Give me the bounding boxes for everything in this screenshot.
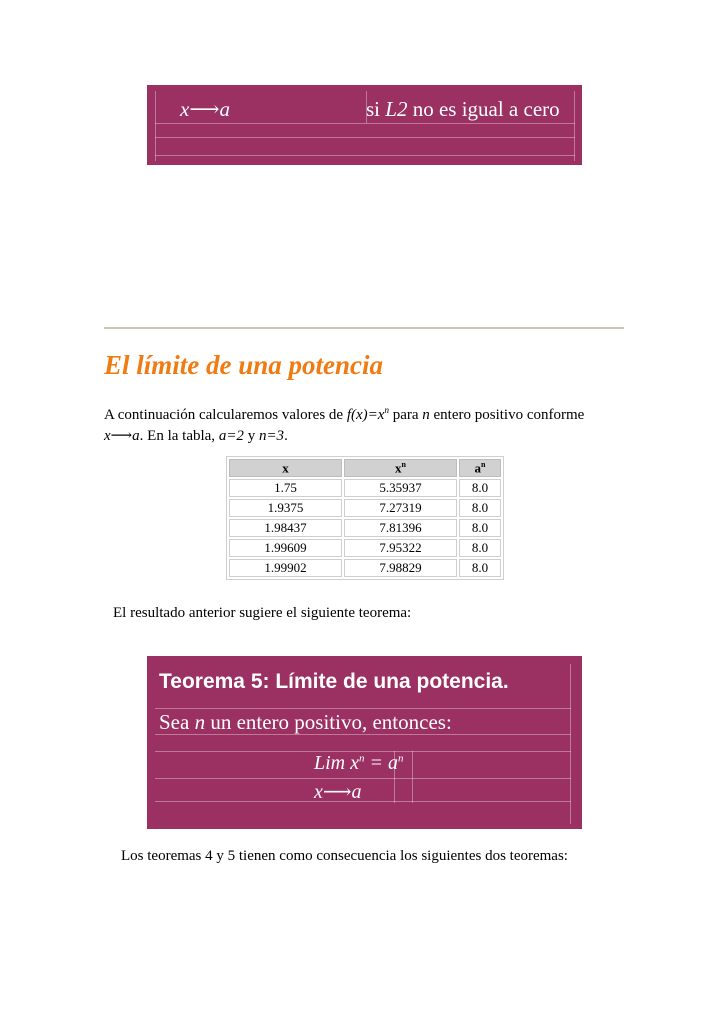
table-cell: 1.99609 (229, 539, 342, 557)
table-row (229, 539, 501, 557)
theorem-box (147, 656, 582, 829)
column-header: $x^n$ (344, 459, 457, 477)
theorem-statement (159, 710, 452, 735)
intro-function: f(x)=x (346, 407, 385, 423)
condition-post: no es igual a cero (407, 97, 560, 121)
formula-rhs: = a (364, 752, 398, 774)
column-header: $a^n$ (459, 459, 501, 477)
limit-condition-box (147, 85, 582, 165)
grid-line (155, 91, 156, 161)
table-cell: 8.0 (459, 479, 501, 497)
table-cell: 5.35937 (344, 479, 457, 497)
section-heading: El límite de una potencia (104, 350, 384, 380)
intro-text: entero positivo conforme (429, 407, 585, 423)
condition-var: L2 (385, 97, 408, 121)
table-cell: 8.0 (459, 499, 501, 517)
table-cell: 1.99902 (229, 559, 342, 577)
intro-exponent: n (384, 405, 389, 415)
intro-text: para (388, 407, 423, 423)
limit-target: a (219, 97, 230, 121)
grid-line (155, 778, 571, 779)
table-row (229, 499, 501, 517)
intro-var: n (422, 407, 430, 423)
intro-text: . (284, 428, 288, 444)
intro-limit: x⟶a (104, 428, 140, 444)
table-row (229, 559, 501, 577)
intro-text: A continuación calcularemos valores de (104, 407, 347, 423)
limit-var: x (180, 97, 190, 121)
formula-exponent: n (398, 752, 404, 765)
formula-lim: Lim x (314, 752, 359, 774)
grid-line (155, 708, 571, 709)
footer-paragraph: Los teoremas 4 y 5 tienen como consecuencia los siguientes dos teoremas: (121, 848, 568, 864)
grid-line (155, 155, 575, 156)
grid-line (155, 123, 575, 124)
result-paragraph: El resultado anterior sugiere el siguiente teorema: (113, 605, 412, 621)
condition-pre: si (366, 97, 386, 121)
theorem-limit-subscript: x⟶a (314, 781, 362, 803)
theorem-formula (314, 752, 404, 775)
table-cell: 7.81396 (344, 519, 457, 537)
formula-exponent: n (359, 752, 365, 765)
grid-line (574, 91, 575, 161)
values-table (226, 456, 504, 580)
arrow-icon: ⟶ (189, 97, 220, 121)
table-header-row (229, 459, 501, 477)
table-row (229, 519, 501, 537)
intro-text: y (243, 428, 259, 444)
table-cell: 7.95322 (344, 539, 457, 557)
table-cell: 7.98829 (344, 559, 457, 577)
table-cell: 8.0 (459, 519, 501, 537)
limit-subscript (180, 97, 230, 122)
column-header: x (229, 459, 342, 477)
table-cell: 1.75 (229, 479, 342, 497)
grid-line (412, 751, 413, 803)
theorem-title: Teorema 5: Límite de una potencia. (159, 670, 509, 693)
condition-text (366, 97, 560, 122)
statement-text: Sea (159, 710, 195, 734)
section-divider (104, 327, 624, 329)
intro-paragraph (104, 400, 604, 447)
statement-text: un entero positivo, entonces: (205, 710, 452, 734)
grid-line (570, 664, 571, 824)
grid-line (155, 137, 575, 138)
statement-var: n (194, 710, 206, 734)
grid-line (155, 801, 571, 802)
table-cell: 1.98437 (229, 519, 342, 537)
intro-n-value: n=3 (258, 428, 285, 444)
intro-text: . En la tabla, (139, 428, 219, 444)
table-cell: 8.0 (459, 559, 501, 577)
table-row (229, 479, 501, 497)
table-cell: 1.9375 (229, 499, 342, 517)
intro-a-value: a=2 (218, 428, 244, 444)
table-cell: 8.0 (459, 539, 501, 557)
table-cell: 7.27319 (344, 499, 457, 517)
